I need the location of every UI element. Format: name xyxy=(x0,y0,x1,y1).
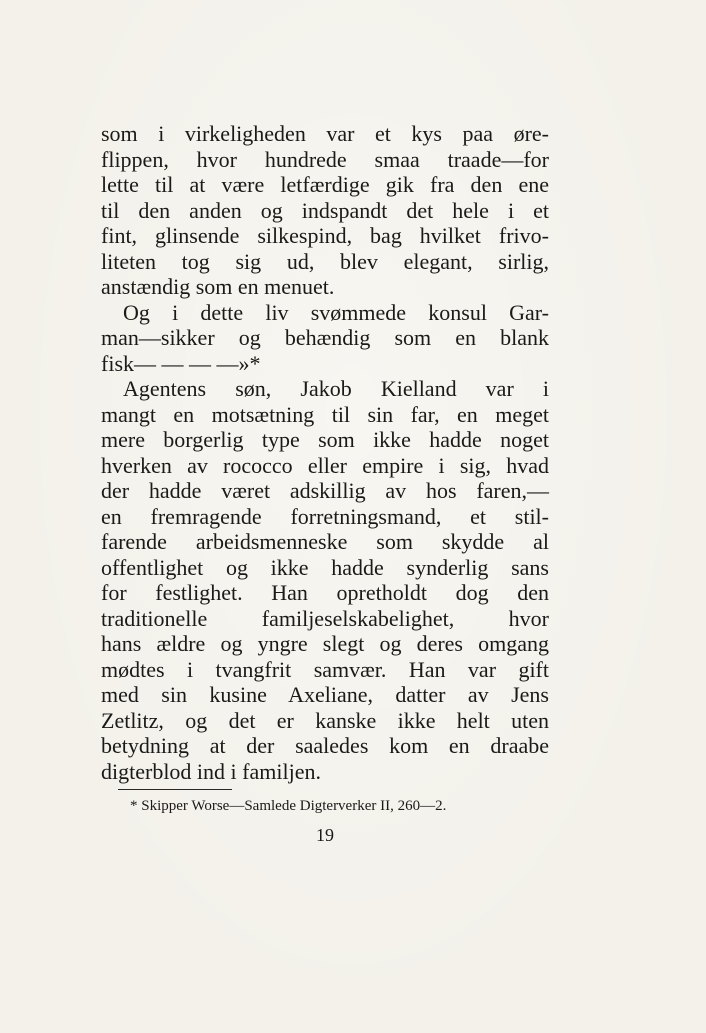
text-line: farende arbeidsmenneske som skydde al xyxy=(101,529,549,554)
text-line: anstændig som en menuet. xyxy=(101,274,335,299)
text-line: en fremragende forretningsmand, et stil- xyxy=(101,503,549,529)
text-line: hverken av rococco eller empire i sig, hvad xyxy=(101,452,549,478)
text-line: som i virkeligheden var et kys paa øre- xyxy=(101,121,549,146)
text-line: Agentens søn, Jakob Kielland var i xyxy=(123,376,549,401)
text-line: betydning at der saaledes kom en draabe xyxy=(101,733,549,758)
text-line: til den anden og indspandt det hele i et xyxy=(101,197,549,223)
text-line: liteten tog sig ud, blev elegant, sirlig, xyxy=(101,248,549,274)
text-line: flippen, hvor hundrede smaa traade—for xyxy=(101,146,549,172)
footnote: * Skipper Worse—Samlede Digterverker II, 260—2. xyxy=(130,798,447,814)
text-line: mangt en motsætning til sin far, en meget xyxy=(101,401,549,427)
text-line: traditionelle familjeselskabelighet, hvor xyxy=(101,605,549,631)
text-line: lette til at være letfærdige gik fra den ene xyxy=(101,172,549,197)
text-line: Zetlitz, og det er kanske ikke helt uten xyxy=(101,707,549,733)
text-line: digterblod ind i familjen. xyxy=(101,758,321,784)
text-line: hans ældre og yngre slegt og deres omgang xyxy=(101,631,549,656)
text-line: mere borgerlig type som ikke hadde noget xyxy=(101,427,549,452)
text-line: der hadde været adskillig av hos faren,— xyxy=(101,478,549,503)
text-line: fisk— — — —»* xyxy=(101,350,261,376)
text-line: fint, glinsende silkespind, bag hvilket frivo- xyxy=(101,223,549,248)
text-line: offentlighet og ikke hadde synderlig sans xyxy=(101,554,549,580)
text-line: med sin kusine Axeliane, datter av Jens xyxy=(101,682,549,707)
text-line: mødtes i tvangfrit samvær. Han var gift xyxy=(101,656,549,682)
page-number: 19 xyxy=(316,825,334,845)
footnote-divider xyxy=(118,789,232,790)
text-line: Og i dette liv svømmede konsul Gar- xyxy=(123,299,549,325)
text-line: man—sikker og behændig som en blank xyxy=(101,325,549,350)
body-text xyxy=(101,121,549,784)
text-line: for festlighet. Han opretholdt dog den xyxy=(101,580,549,605)
